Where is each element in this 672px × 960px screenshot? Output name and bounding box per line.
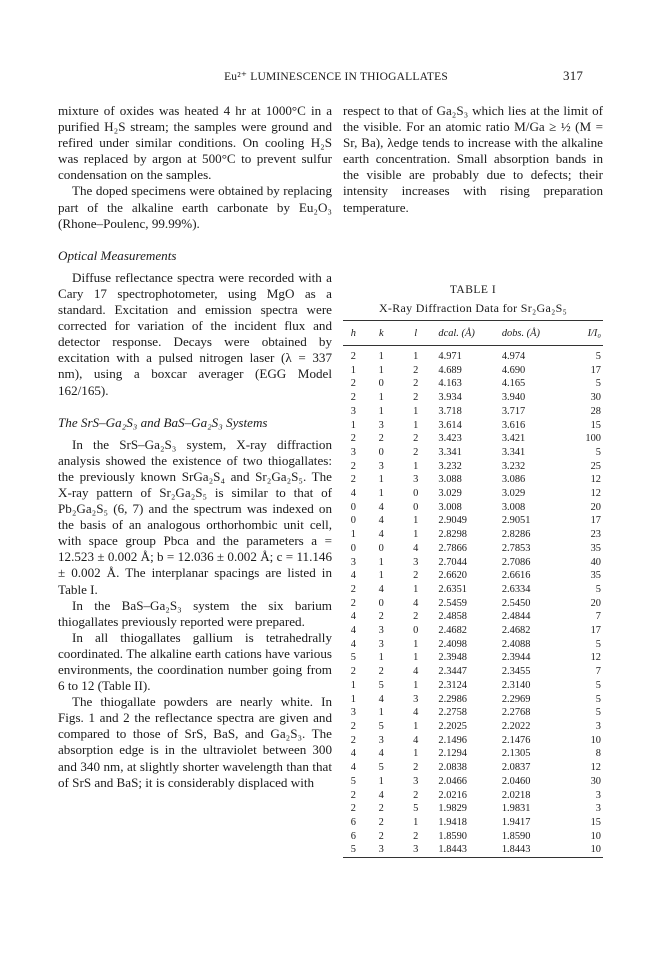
cell-dcal: 2.0466 <box>438 775 467 787</box>
cell-intensity: 17 <box>590 364 601 376</box>
cell-intensity: 5 <box>595 638 601 650</box>
table-row <box>343 789 603 803</box>
cell-l: 1 <box>413 405 419 417</box>
table-row <box>343 775 603 789</box>
cell-l: 2 <box>413 433 419 445</box>
table-row <box>343 346 603 364</box>
cell-dobs: 1.9831 <box>501 803 531 815</box>
cell-h: 2 <box>350 392 356 404</box>
cell-dobs: 2.8286 <box>501 529 531 541</box>
cell-l: 3 <box>413 844 419 856</box>
cell-dobs: 1.8590 <box>501 830 531 842</box>
cell-dcal: 3.341 <box>438 446 462 458</box>
cell-l: 4 <box>413 707 419 719</box>
cell-l: 1 <box>413 351 419 362</box>
cell-l: 1 <box>413 529 419 541</box>
cell-dobs: 2.0837 <box>501 762 531 774</box>
cell-intensity: 3 <box>595 720 601 732</box>
cell-dcal: 2.6351 <box>438 583 467 595</box>
table-row <box>343 679 603 693</box>
cell-intensity: 15 <box>590 419 601 431</box>
cell-h: 4 <box>350 748 356 760</box>
cell-h: 2 <box>350 583 356 595</box>
table-row <box>343 802 603 816</box>
cell-dobs: 4.690 <box>501 364 526 376</box>
cell-dobs: 2.3455 <box>501 666 531 678</box>
cell-h: 2 <box>350 803 356 815</box>
cell-intensity: 10 <box>590 830 601 842</box>
cell-k: 3 <box>378 734 384 746</box>
cell-k: 3 <box>378 844 384 856</box>
cell-dcal: 3.232 <box>438 460 462 472</box>
cell-l: 1 <box>413 515 419 527</box>
cell-dobs: 2.4682 <box>501 625 531 637</box>
cell-l: 1 <box>413 816 419 828</box>
cell-h: 1 <box>350 364 356 376</box>
cell-l: 4 <box>413 666 419 678</box>
cell-dcal: 1.9829 <box>438 803 467 815</box>
cell-l: 1 <box>413 583 419 595</box>
section-heading: Optical Measurements <box>58 247 177 263</box>
table-1 <box>343 283 603 860</box>
cell-k: 4 <box>378 748 384 760</box>
table-title: X-Ray Diffraction Data for Sr₂Ga₂S₅ <box>378 301 568 315</box>
cell-k: 3 <box>378 638 384 650</box>
cell-h: 2 <box>350 378 356 390</box>
table-row <box>343 556 603 570</box>
cell-l: 3 <box>413 775 419 787</box>
cell-dobs: 1.8443 <box>501 844 531 856</box>
table-row <box>343 651 603 665</box>
cell-dcal: 4.163 <box>438 378 462 390</box>
table-row <box>343 610 603 624</box>
cell-dcal: 3.423 <box>438 433 462 445</box>
cell-h: 4 <box>350 570 356 582</box>
cell-intensity: 7 <box>595 666 601 678</box>
cell-dobs: 2.7853 <box>501 542 531 554</box>
body-paragraph: The thiogallate powders are nearly white. In Figs. 1 and 2 the reflectance spectra are given and compared to those of SrS, BaS, and Ga₂S₃. The absorption edge is in the ultraviolet between 300 and 340 nm, at slightly shorter wavelength than that of SrS and BaS; it is considerably displaced with <box>58 694 332 790</box>
cell-dobs: 2.1476 <box>501 734 531 746</box>
cell-dcal: 2.2986 <box>438 693 467 705</box>
cell-dobs: 3.421 <box>501 433 526 445</box>
cell-dcal: 3.088 <box>438 474 462 486</box>
cell-dobs: 3.940 <box>501 392 526 404</box>
cell-h: 0 <box>350 501 356 513</box>
cell-k: 1 <box>378 652 384 664</box>
cell-k: 4 <box>378 583 384 595</box>
cell-l: 1 <box>413 638 419 650</box>
table-row <box>343 473 603 487</box>
cell-k: 1 <box>378 556 384 568</box>
cell-dcal: 2.1496 <box>438 734 467 746</box>
cell-h: 1 <box>350 679 356 691</box>
cell-l: 1 <box>413 720 419 732</box>
cell-k: 2 <box>378 830 384 842</box>
table-row <box>343 583 603 597</box>
cell-l: 5 <box>413 803 419 815</box>
cell-dobs: 1.9417 <box>501 816 531 828</box>
cell-k: 2 <box>378 611 384 623</box>
cell-k: 5 <box>378 679 384 691</box>
cell-intensity: 40 <box>590 556 601 568</box>
cell-l: 3 <box>413 556 419 568</box>
cell-k: 3 <box>378 625 384 637</box>
body-paragraph: Diffuse reflectance spectra were recorded with a Cary 17 spectrophotometer, using MgO as a standard. Excitation and emission spectra were corrected for variation of the incident flux and detector response. Decays were obtained by excitation with a pulsed nitrogen laser (λ = 337 nm), using a boxcar averager (EGG Model 162/165). <box>58 269 332 398</box>
cell-h: 2 <box>350 720 356 732</box>
cell-dcal: 2.8298 <box>438 529 467 541</box>
table-row <box>343 734 603 748</box>
cell-k: 4 <box>378 515 384 527</box>
cell-h: 2 <box>350 474 356 486</box>
cell-intensity: 23 <box>590 529 601 541</box>
col-header-k: k <box>364 321 399 346</box>
cell-l: 2 <box>413 762 419 774</box>
cell-l: 2 <box>413 364 419 376</box>
table-row <box>343 706 603 720</box>
cell-k: 1 <box>378 488 384 500</box>
cell-h: 2 <box>350 433 356 445</box>
left-column <box>58 103 332 791</box>
cell-l: 2 <box>413 830 419 842</box>
table-row <box>343 542 603 556</box>
cell-l: 4 <box>413 734 419 746</box>
cell-l: 2 <box>413 378 419 390</box>
cell-l: 3 <box>413 693 419 705</box>
cell-dcal: 2.7866 <box>438 542 467 554</box>
cell-l: 1 <box>413 460 419 472</box>
cell-dobs: 3.341 <box>501 446 526 458</box>
cell-dobs: 2.9051 <box>501 515 531 527</box>
cell-intensity: 10 <box>590 844 601 856</box>
cell-intensity: 12 <box>590 474 601 486</box>
cell-dobs: 3.029 <box>501 488 526 500</box>
cell-k: 5 <box>378 762 384 774</box>
cell-k: 0 <box>378 597 384 609</box>
col-header-intensity: I/I₀ <box>563 321 603 346</box>
cell-dcal: 2.5459 <box>438 597 467 609</box>
cell-l: 2 <box>413 789 419 801</box>
cell-dcal: 3.008 <box>438 501 462 513</box>
cell-h: 6 <box>350 816 356 828</box>
table-row <box>343 720 603 734</box>
cell-dobs: 2.2768 <box>501 707 531 719</box>
table-row <box>343 624 603 638</box>
cell-h: 5 <box>350 844 356 856</box>
cell-k: 0 <box>378 446 384 458</box>
cell-intensity: 20 <box>590 501 601 513</box>
cell-dcal: 4.971 <box>438 351 462 362</box>
cell-dcal: 2.1294 <box>438 748 467 760</box>
table-row <box>343 830 603 844</box>
cell-dcal: 2.4098 <box>438 638 467 650</box>
cell-dobs: 2.3944 <box>501 652 531 664</box>
table-row <box>343 569 603 583</box>
cell-dobs: 2.3140 <box>501 679 531 691</box>
cell-l: 0 <box>413 501 419 513</box>
cell-l: 1 <box>413 679 419 691</box>
table-row <box>343 419 603 433</box>
table-row <box>343 391 603 405</box>
cell-dobs: 2.2969 <box>501 693 531 705</box>
cell-intensity: 3 <box>595 803 601 815</box>
body-paragraph: In all thiogallates gallium is tetrahedrally coordinated. The alkaline earth cations have various environments, the coordination number going from 6 to 12 (Table II). <box>58 629 332 694</box>
cell-k: 1 <box>378 351 384 362</box>
col-header-h: h <box>343 321 364 346</box>
body-paragraph: The doped specimens were obtained by replacing part of the alkaline earth carbonate by Eu₂O₃ (Rhone–Poulenc, 99.99%). <box>58 183 332 231</box>
cell-k: 2 <box>378 816 384 828</box>
cell-dcal: 2.2758 <box>438 707 467 719</box>
cell-intensity: 30 <box>590 392 601 404</box>
cell-intensity: 17 <box>590 625 601 637</box>
cell-h: 4 <box>350 611 356 623</box>
cell-dobs: 2.4844 <box>501 611 531 623</box>
cell-dcal: 3.614 <box>438 419 462 431</box>
table-header-row <box>343 321 603 346</box>
cell-k: 0 <box>378 378 384 390</box>
cell-l: 4 <box>413 597 419 609</box>
cell-intensity: 5 <box>595 446 601 458</box>
cell-intensity: 12 <box>590 488 601 500</box>
cell-k: 1 <box>378 405 384 417</box>
cell-k: 1 <box>378 570 384 582</box>
cell-k: 1 <box>378 775 384 787</box>
cell-intensity: 5 <box>595 679 601 691</box>
cell-dobs: 2.6616 <box>501 570 531 582</box>
cell-dobs: 2.2022 <box>501 720 531 732</box>
cell-intensity: 5 <box>595 378 601 390</box>
cell-h: 1 <box>350 419 356 431</box>
cell-dcal: 2.3124 <box>438 679 467 691</box>
cell-dcal: 2.3948 <box>438 652 467 664</box>
cell-l: 0 <box>413 488 419 500</box>
table-row <box>343 432 603 446</box>
table-row <box>343 638 603 652</box>
cell-dobs: 3.232 <box>501 460 526 472</box>
table-row <box>343 446 603 460</box>
cell-h: 4 <box>350 762 356 774</box>
cell-dcal: 3.029 <box>438 488 462 500</box>
table-row <box>343 761 603 775</box>
cell-dobs: 2.5450 <box>501 597 531 609</box>
body-paragraph: In the SrS–Ga₂S₃ system, X-ray diffraction analysis showed the existence of two thiogallates: the previously known SrGa₂S₄ and Sr₂Ga₂S₅. The X-ray pattern of Sr₂Ga₂S₅ is similar to that of Pb₂Ga₂S₅ (6, 7) and the spectrum was indexed on the basis of an analogous orthorhombic unit cell, with space group Pbca and the parameters a = 12.523 ± 0.002 Å; b = 12.036 ± 0.002 Å; c = 11.146 ± 0.002 Å. The interplanar spacings are listed in Table I. <box>58 436 332 597</box>
section-heading: The SrS–Ga₂S₃ and BaS–Ga₂S₃ Systems <box>58 414 268 430</box>
cell-intensity: 5 <box>595 707 601 719</box>
running-title: Eu²⁺ LUMINESCENCE IN THIOGALLATES <box>224 71 448 83</box>
cell-h: 0 <box>350 542 356 554</box>
cell-l: 2 <box>413 446 419 458</box>
cell-dcal: 2.0838 <box>438 762 467 774</box>
table-body <box>343 346 603 858</box>
cell-k: 2 <box>378 433 384 445</box>
table-row <box>343 597 603 611</box>
cell-h: 4 <box>350 488 356 500</box>
cell-intensity: 28 <box>590 405 601 417</box>
cell-dcal: 4.689 <box>438 364 462 376</box>
cell-dobs: 2.7086 <box>501 556 531 568</box>
table-row <box>343 816 603 830</box>
cell-intensity: 100 <box>585 433 601 445</box>
right-column-paragraph: respect to that of Ga₂S₃ which lies at the limit of the visible. For an atomic ratio M/Ga ≥ ½ (M = Sr, Ba), λedge tends to increase with the alkaline earth concentration. Small absorption bands in the visible are probably due to defects; their intensity increases with rising preparation temperature. <box>343 103 603 215</box>
cell-intensity: 35 <box>590 542 601 554</box>
cell-k: 4 <box>378 501 384 513</box>
table-row <box>343 514 603 528</box>
cell-dobs: 3.086 <box>501 474 526 486</box>
cell-h: 3 <box>350 556 356 568</box>
cell-l: 2 <box>413 392 419 404</box>
cell-h: 1 <box>350 693 356 705</box>
table-row <box>343 460 603 474</box>
cell-intensity: 25 <box>590 460 601 472</box>
table-row <box>343 377 603 391</box>
cell-l: 1 <box>413 419 419 431</box>
cell-dobs: 3.616 <box>501 419 526 431</box>
cell-intensity: 3 <box>595 789 601 801</box>
table-row <box>343 405 603 419</box>
cell-k: 0 <box>378 542 384 554</box>
table-bottom-rule <box>343 858 603 861</box>
cell-k: 1 <box>378 474 384 486</box>
cell-k: 4 <box>378 529 384 541</box>
cell-dobs: 2.0218 <box>501 789 531 801</box>
cell-dcal: 2.2025 <box>438 720 467 732</box>
table-row <box>343 528 603 542</box>
cell-dcal: 1.8590 <box>438 830 467 842</box>
cell-k: 5 <box>378 720 384 732</box>
cell-dcal: 1.9418 <box>438 816 467 828</box>
cell-l: 4 <box>413 542 419 554</box>
table-row <box>343 665 603 679</box>
cell-dobs: 2.1305 <box>501 748 531 760</box>
cell-dcal: 2.4858 <box>438 611 467 623</box>
cell-dcal: 1.8443 <box>438 844 467 856</box>
body-paragraph: mixture of oxides was heated 4 hr at 1000°C in a purified H₂S stream; the samples were ground and refired under similar conditions. On cooling H₂S was replaced by argon at 500°C to prevent sulfur condensation on the samples. <box>58 103 332 183</box>
cell-k: 1 <box>378 707 384 719</box>
cell-intensity: 5 <box>595 693 601 705</box>
cell-intensity: 30 <box>590 775 601 787</box>
cell-h: 2 <box>350 789 356 801</box>
cell-k: 2 <box>378 666 384 678</box>
cell-h: 5 <box>350 775 356 787</box>
cell-k: 4 <box>378 693 384 705</box>
cell-intensity: 5 <box>595 583 601 595</box>
cell-k: 3 <box>378 460 384 472</box>
right-column <box>343 103 603 216</box>
cell-h: 4 <box>350 638 356 650</box>
cell-k: 4 <box>378 789 384 801</box>
cell-h: 2 <box>350 734 356 746</box>
table-row <box>343 501 603 515</box>
cell-h: 3 <box>350 446 356 458</box>
page-number: 317 <box>563 68 584 83</box>
body-paragraph: In the BaS–Ga₂S₃ system the six barium thiogallates previously reported were prepared. <box>58 597 332 629</box>
cell-intensity: 15 <box>590 816 601 828</box>
cell-intensity: 20 <box>590 597 601 609</box>
cell-h: 2 <box>350 597 356 609</box>
cell-intensity: 10 <box>590 734 601 746</box>
cell-k: 2 <box>378 803 384 815</box>
cell-dobs: 3.717 <box>501 405 526 417</box>
cell-dcal: 2.4682 <box>438 625 467 637</box>
cell-h: 2 <box>350 460 356 472</box>
col-header-dobs: dobs. (Å) <box>496 321 563 346</box>
cell-intensity: 8 <box>595 748 601 760</box>
cell-h: 2 <box>350 666 356 678</box>
xrd-table <box>343 320 603 860</box>
cell-h: 0 <box>350 515 356 527</box>
cell-l: 0 <box>413 625 419 637</box>
cell-intensity: 17 <box>590 515 601 527</box>
cell-h: 4 <box>350 625 356 637</box>
table-row <box>343 843 603 857</box>
table-row <box>343 364 603 378</box>
cell-k: 1 <box>378 364 384 376</box>
table-row <box>343 487 603 501</box>
cell-dcal: 2.7044 <box>438 556 467 568</box>
cell-h: 3 <box>350 405 356 417</box>
cell-l: 2 <box>413 570 419 582</box>
cell-dcal: 2.9049 <box>438 515 467 527</box>
cell-dcal: 3.934 <box>438 392 462 404</box>
cell-dobs: 2.6334 <box>501 583 531 595</box>
cell-h: 2 <box>350 351 356 362</box>
cell-dobs: 4.165 <box>501 378 526 390</box>
cell-intensity: 7 <box>595 611 601 623</box>
table-caption: TABLE I <box>449 284 497 296</box>
cell-h: 5 <box>350 652 356 664</box>
table-row <box>343 693 603 707</box>
cell-dcal: 3.718 <box>438 405 462 417</box>
cell-dcal: 2.0216 <box>438 789 467 801</box>
cell-l: 2 <box>413 611 419 623</box>
cell-k: 3 <box>378 419 384 431</box>
cell-k: 1 <box>378 392 384 404</box>
cell-l: 1 <box>413 652 419 664</box>
cell-h: 1 <box>350 529 356 541</box>
cell-dobs: 3.008 <box>501 501 526 513</box>
col-header-l: l <box>399 321 432 346</box>
cell-dcal: 2.6620 <box>438 570 467 582</box>
cell-l: 3 <box>413 474 419 486</box>
cell-h: 6 <box>350 830 356 842</box>
cell-l: 1 <box>413 748 419 760</box>
cell-dcal: 2.3447 <box>438 666 467 678</box>
cell-dobs: 2.0460 <box>501 775 531 787</box>
cell-intensity: 12 <box>590 762 601 774</box>
cell-intensity: 12 <box>590 652 601 664</box>
cell-dobs: 4.974 <box>501 351 526 362</box>
cell-intensity: 5 <box>595 351 601 362</box>
table-row <box>343 747 603 761</box>
cell-h: 3 <box>350 707 356 719</box>
col-header-dcal: dcal. (Å) <box>432 321 495 346</box>
cell-intensity: 35 <box>590 570 601 582</box>
cell-dobs: 2.4088 <box>501 638 531 650</box>
